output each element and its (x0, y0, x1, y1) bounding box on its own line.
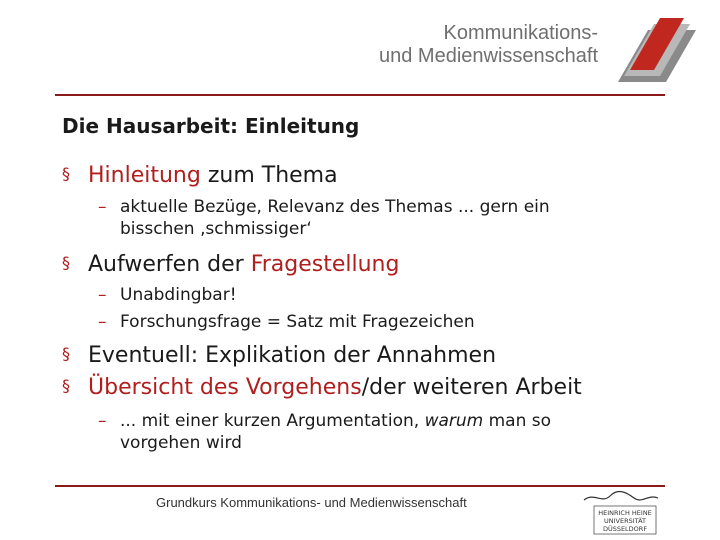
slide-title: Die Hausarbeit: Einleitung (62, 114, 360, 138)
bullet-3 (62, 340, 496, 370)
sub-bullet-1: – aktuelle Bezüge, Relevanz des Themas ... gern ein bisschen ‚schmissiger‘ (98, 197, 550, 239)
sub-bullet-3: – Forschungsfrage = Satz mit Fragezeichen (98, 312, 475, 332)
bullet-text: Aufwerfen der (88, 252, 251, 277)
sub-bullet-text: Unabdingbar! (120, 285, 237, 305)
header-rule (55, 94, 665, 96)
bullet-2 (62, 249, 399, 279)
logo-mark-icon (606, 18, 696, 82)
sub-bullet-text-end: man so (483, 411, 552, 431)
sub-bullet-4: – ... mit einer kurzen Argumentation, warum man so vorgehen wird (98, 411, 552, 453)
sub-bullet-emphasis: warum (424, 411, 484, 431)
sub-bullet-text-cont: vorgehen wird (120, 433, 242, 453)
svg-text:UNIVERSITÄT: UNIVERSITÄT (603, 517, 647, 525)
bullet-marker: § (62, 164, 70, 183)
bullet-text: zum Thema (200, 163, 338, 188)
bullet-text: Eventuell: Explikation der Annahmen (88, 343, 497, 368)
sub-bullet-text: Forschungsfrage = Satz mit Fragezeichen (120, 312, 475, 332)
bullet-marker: § (62, 344, 70, 363)
logo-text (379, 22, 598, 68)
footer-text: Grundkurs Kommunikations- und Medienwissenschaft (156, 495, 467, 510)
sub-bullet-text: aktuelle Bezüge, Relevanz des Themas ... gern ein (120, 197, 550, 217)
sub-bullet-text-cont: bisschen ‚schmissiger‘ (120, 219, 312, 239)
bullet-highlight: Übersicht des Vorgehens (88, 375, 362, 400)
bullet-highlight: Hinleitung (88, 163, 201, 188)
bullet-marker: § (62, 376, 70, 395)
sub-bullet-text: ... mit einer kurzen Argumentation, (120, 411, 425, 431)
svg-text:HEINRICH HEINE: HEINRICH HEINE (598, 509, 652, 517)
bullet-highlight: Fragestellung (250, 252, 400, 277)
logo-line-1: Kommunikations- (443, 22, 598, 44)
bullet-marker: § (62, 253, 70, 272)
bullet-4 (62, 372, 582, 402)
bullet-1 (62, 160, 338, 190)
bullet-text: /der weiteren Arbeit (361, 375, 582, 400)
footer-rule (55, 485, 665, 487)
svg-text:DÜSSELDORF: DÜSSELDORF (602, 525, 648, 533)
logo-line-2: und Medienwissenschaft (378, 45, 598, 67)
sub-bullet-2: – Unabdingbar! (98, 285, 237, 305)
university-seal-icon (580, 490, 662, 536)
